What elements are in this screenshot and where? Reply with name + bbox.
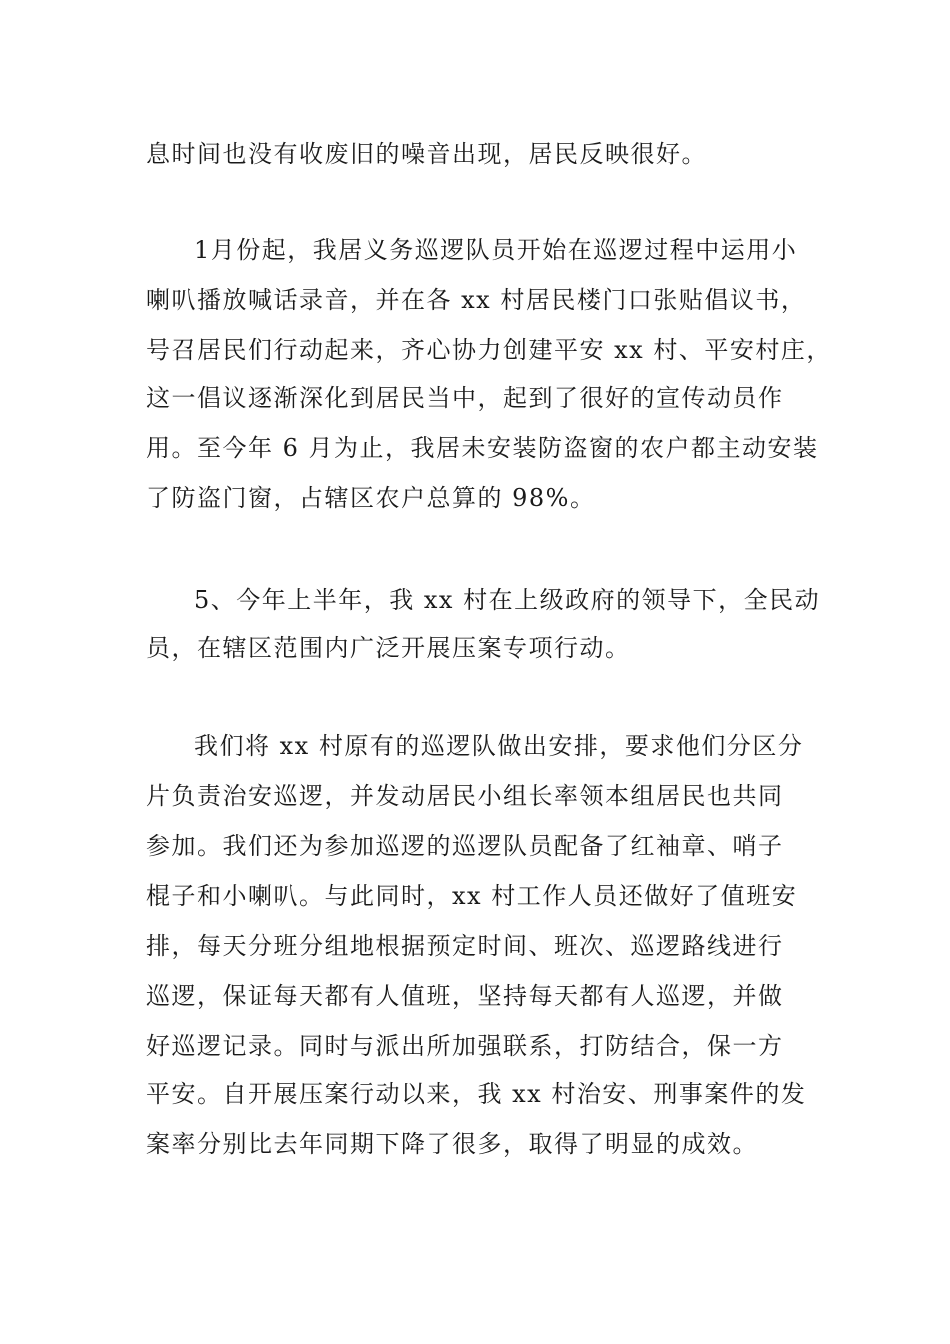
- paragraph-2-line-4: 这一倡议逐渐深化到居民当中，起到了很好的宣传动员作: [146, 384, 784, 412]
- paragraph-3-line-2: 员，在辖区范围内广泛开展压案专项行动。: [146, 634, 631, 662]
- paragraph-4-line-5: 排，每天分班分组地根据预定时间、班次、巡逻路线进行: [146, 932, 784, 960]
- paragraph-4-line-1: 我们将 xx 村原有的巡逻队做出安排，要求他们分区分: [194, 732, 804, 760]
- paragraph-2-line-3: 号召居民们行动起来，齐心协力创建平安 xx 村、平安村庄，: [146, 336, 832, 364]
- paragraph-3-line-1: 5、今年上半年，我 xx 村在上级政府的领导下，全民动: [194, 586, 821, 614]
- paragraph-2-line-1: 1月份起，我居义务巡逻队员开始在巡逻过程中运用小: [194, 236, 798, 264]
- paragraph-2-line-5: 用。至今年 6 月为止，我居未安装防盗窗的农户都主动安装: [146, 434, 819, 462]
- paragraph-4-line-2: 片负责治安巡逻，并发动居民小组长率领本组居民也共同: [146, 782, 784, 810]
- paragraph-4-line-9: 案率分别比去年同期下降了很多，取得了明显的成效。: [146, 1130, 758, 1158]
- paragraph-4-line-3: 参加。我们还为参加巡逻的巡逻队员配备了红袖章、哨子: [146, 832, 784, 860]
- paragraph-4-line-4: 棍子和小喇叭。与此同时，xx 村工作人员还做好了值班安: [146, 882, 798, 910]
- paragraph-4-line-8: 平安。自开展压案行动以来，我 xx 村治安、刑事案件的发: [146, 1080, 807, 1108]
- paragraph-4-line-7: 好巡逻记录。同时与派出所加强联系，打防结合，保一方: [146, 1032, 784, 1060]
- paragraph-2-line-2: 喇叭播放喊话录音，并在各 xx 村居民楼门口张贴倡议书，: [146, 286, 807, 314]
- paragraph-1-line-1: 息时间也没有收废旧的噪音出现，居民反映很好。: [146, 140, 707, 168]
- paragraph-2-line-6: 了防盗门窗，占辖区农户总算的 98%。: [146, 484, 596, 512]
- paragraph-4-line-6: 巡逻，保证每天都有人值班，坚持每天都有人巡逻，并做: [146, 982, 784, 1010]
